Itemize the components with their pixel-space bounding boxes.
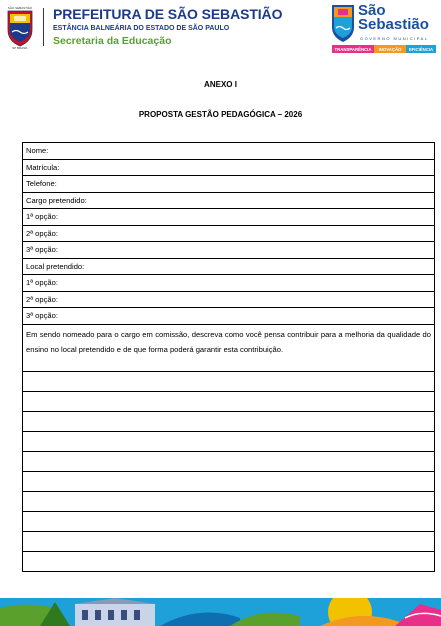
proposal-form xyxy=(22,142,435,572)
proposal-heading: PROPOSTA GESTÃO PEDAGÓGICA – 2026 xyxy=(138,110,303,119)
annex-title: ANEXO I xyxy=(204,80,237,89)
logo-line-1: São xyxy=(358,2,386,19)
department-name: Secretaria da Educação xyxy=(53,35,172,47)
answer-line[interactable] xyxy=(23,532,434,552)
field-position-option-1[interactable]: 1ª opção: xyxy=(23,209,434,226)
field-phone[interactable]: Telefone: xyxy=(23,176,434,193)
prefeitura-title: PREFEITURA DE SÃO SEBASTIÃO xyxy=(53,6,283,22)
logo-line-2: Sebastião xyxy=(358,16,429,33)
logo-tagline: GOVERNO MUNICIPAL xyxy=(360,36,429,41)
pillar-transparencia: TRANSPARÊNCIA xyxy=(332,45,374,53)
field-desired-location: Local pretendido: xyxy=(23,259,434,276)
answer-line[interactable] xyxy=(23,552,434,572)
header-divider xyxy=(43,8,44,46)
answer-line[interactable] xyxy=(23,412,434,432)
question-text: Em sendo nomeado para o cargo em comissão, descreva como você pensa contribuir para a melhoria da qualidade do ensino no local pretendido e de que forma poderá garantir esta contribuição. xyxy=(23,325,434,372)
crest-top-text: SÃO SEBASTIÃO xyxy=(7,6,33,10)
logo-shield-icon xyxy=(330,3,356,43)
answer-line[interactable] xyxy=(23,512,434,532)
answer-line[interactable] xyxy=(23,372,434,392)
prefeitura-subtitle: ESTÂNCIA BALNEÁRIA DO ESTADO DE SÃO PAULO xyxy=(53,25,230,32)
answer-line[interactable] xyxy=(23,432,434,452)
answer-line[interactable] xyxy=(23,472,434,492)
field-location-option-2[interactable]: 2ª opção: xyxy=(23,292,434,309)
answer-line[interactable] xyxy=(23,392,434,412)
answer-line[interactable] xyxy=(23,492,434,512)
field-registration[interactable]: Matrícula: xyxy=(23,160,434,177)
logo-pillars-bar xyxy=(332,45,436,53)
crest-shield-icon xyxy=(5,8,35,48)
field-location-option-3[interactable]: 3ª opção: xyxy=(23,308,434,325)
page-header xyxy=(0,0,441,60)
footer-decorative-band xyxy=(0,598,441,626)
field-position-option-2[interactable]: 2ª opção: xyxy=(23,226,434,243)
crest-bottom-text: SP BRASIL xyxy=(12,46,28,50)
pillar-inovacao: INOVAÇÃO xyxy=(374,45,406,53)
sao-sebastiao-logo xyxy=(330,3,438,55)
field-location-option-1[interactable]: 1ª opção: xyxy=(23,275,434,292)
municipal-crest xyxy=(5,8,35,48)
pillar-eficiencia: EFICIÊNCIA xyxy=(406,45,436,53)
field-desired-position: Cargo pretendido: xyxy=(23,193,434,210)
answer-line[interactable] xyxy=(23,452,434,472)
field-name[interactable]: Nome: xyxy=(23,143,434,160)
field-position-option-3[interactable]: 3ª opção: xyxy=(23,242,434,259)
